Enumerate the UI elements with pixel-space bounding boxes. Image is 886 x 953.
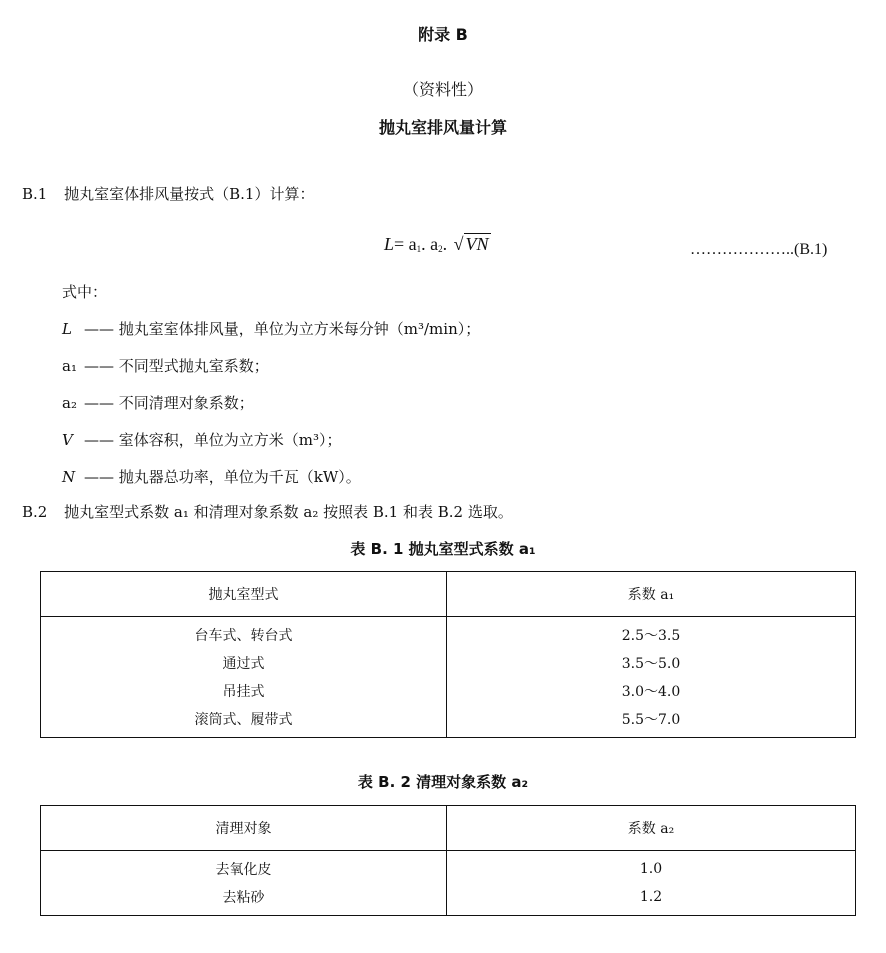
where-symbol: N	[62, 468, 76, 486]
table-row	[41, 617, 856, 650]
column-header: 清理对象	[41, 806, 447, 851]
table-header-row	[41, 806, 856, 851]
formula-b1	[384, 233, 491, 255]
table-cell: 1.2	[447, 883, 856, 916]
table-cell: 3.5～5.0	[447, 649, 856, 677]
table-cell: 5.5～7.0	[447, 705, 856, 738]
where-item	[62, 318, 480, 339]
table-row	[41, 677, 856, 705]
where-text: —— 不同型式抛丸室系数；	[84, 357, 269, 375]
table-cell: 通过式	[41, 649, 447, 677]
table-row	[41, 649, 856, 677]
where-text: —— 不同清理对象系数；	[84, 394, 254, 412]
table-cell: 滚筒式、履带式	[41, 705, 447, 738]
column-header: 系数 a₁	[447, 572, 856, 617]
table-b2	[40, 805, 856, 916]
where-symbol: L	[62, 320, 72, 338]
formula-eq: = a	[394, 234, 417, 254]
formula-mid: . a	[421, 234, 439, 254]
section-number: B.2	[22, 503, 48, 521]
table-cell: 1.0	[447, 851, 856, 884]
section-b1	[22, 183, 314, 204]
formula-dot: .	[442, 234, 448, 254]
table-b1	[40, 571, 856, 738]
section-number: B.1	[22, 185, 48, 203]
column-header: 系数 a₂	[447, 806, 856, 851]
section-text: 抛丸室型式系数 a₁ 和清理对象系数 a₂ 按照表 B.1 和表 B.2 选取。	[64, 503, 513, 521]
table-cell: 吊挂式	[41, 677, 447, 705]
appendix-nature: （资料性）	[402, 80, 483, 99]
where-item	[62, 429, 342, 450]
section-b2	[22, 501, 513, 522]
sqrt-symbol: √ VN	[453, 234, 489, 254]
table-cell: 去氧化皮	[41, 851, 447, 884]
where-item	[62, 466, 361, 487]
formula-radicand: VN	[465, 234, 489, 254]
table-cell: 2.5～3.5	[447, 617, 856, 650]
table-row	[41, 883, 856, 916]
formula-a2-sub: 2	[438, 244, 443, 254]
formula-a1-sub: 1	[416, 244, 422, 254]
where-item	[62, 392, 254, 413]
table-cell: 3.0～4.0	[447, 677, 856, 705]
formula-lhs: L	[384, 234, 395, 254]
table-cell: 台车式、转台式	[41, 617, 447, 650]
section-text: 抛丸室室体排风量按式（B.1）计算：	[64, 185, 315, 203]
where-text: —— 室体容积，单位为立方米（m³）；	[84, 431, 342, 449]
table-header-row	[41, 572, 856, 617]
table2-caption: 表 B. 2 清理对象系数 a₂	[357, 773, 529, 791]
where-text: —— 抛丸器总功率，单位为千瓦（kW）。	[84, 468, 361, 486]
table-cell: 去粘砂	[41, 883, 447, 916]
where-label: 式中：	[62, 283, 108, 301]
where-symbol: a₂	[62, 394, 77, 412]
where-symbol: a₁	[62, 357, 77, 375]
where-symbol: V	[62, 431, 73, 449]
table1-caption: 表 B. 1 抛丸室型式系数 a₁	[350, 540, 536, 558]
appendix-heading: 抛丸室排风量计算	[378, 118, 507, 137]
where-text: —— 抛丸室室体排风量，单位为立方米每分钟（m³/min）；	[84, 320, 481, 338]
table-row	[41, 705, 856, 738]
column-header: 抛丸室型式	[41, 572, 447, 617]
table-row	[41, 851, 856, 884]
formula-reference: ………………..(B.1)	[690, 241, 828, 258]
where-item	[62, 355, 269, 376]
appendix-title: 附录 B	[418, 25, 468, 44]
